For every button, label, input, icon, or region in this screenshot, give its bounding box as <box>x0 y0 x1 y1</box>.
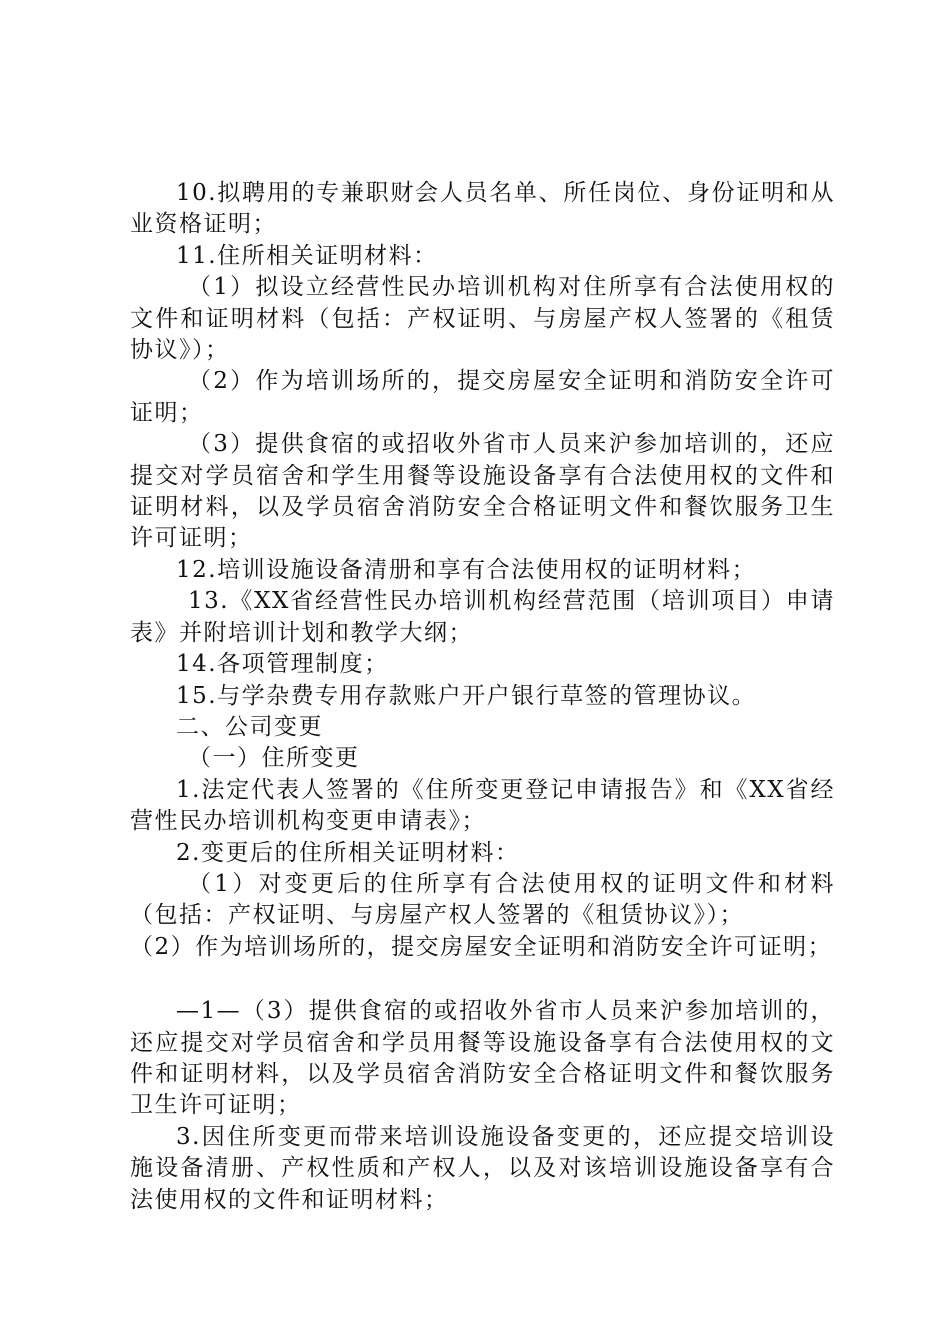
paragraph-13: 13.《XX省经营性民办培训机构经营范围（培训项目）申请表》并附培训计划和教学大纲； <box>130 588 835 646</box>
section-heading-company-change: 二、公司变更 <box>176 713 323 740</box>
subsection-heading-address-change: （一）住所变更 <box>188 745 360 772</box>
paragraph-11-2: （2）作为培训场所的，提交房屋安全证明和消防安全许可证明； <box>130 368 835 426</box>
paragraph-change-2-1: （1）对变更后的住所享有合法使用权的证明文件和材料（包括：产权证明、与房屋产权人签署的《租赁协议》）； <box>130 870 835 929</box>
paragraph-change-2: 2.变更后的住所相关证明材料： <box>176 839 520 866</box>
paragraph-change-1: 1.法定代表人签署的《住所变更登记申请报告》和《XX省经营性民办培训机构变更申请表》； <box>130 776 835 835</box>
paragraph-12: 12.培训设施设备清册和享有合法使用权的证明材料； <box>176 556 757 583</box>
paragraph-change-2-3: —1—（3）提供食宿的或招收外省市人员来沪参加培训的，还应提交对学员宿舍和学员用餐等设施设备享有合法使用权的文件和证明材料，以及学员宿舍消防安全合格证明文件和餐饮服务卫生许可证明； <box>130 998 835 1119</box>
paragraph-10: 10.拟聘用的专兼职财会人员名单、所任岗位、身份证明和从业资格证明； <box>130 180 835 238</box>
paragraph-11-1: （1）拟设立经营性民办培训机构对住所享有合法使用权的文件和证明材料（包括：产权证明、与房屋产权人签署的《租赁协议》）； <box>130 274 835 364</box>
paragraph-11: 11.住所相关证明材料： <box>176 242 438 269</box>
paragraph-11-3: （3）提供食宿的或招收外省市人员来沪参加培训的，还应提交对学员宿舍和学生用餐等设施设备享有合法使用权的文件和证明材料，以及学员宿舍消防安全合格证明文件和餐饮服务卫生许可证明； <box>130 431 835 552</box>
paragraph-15: 15.与学杂费专用存款账户开户银行草签的管理协议。 <box>176 682 757 709</box>
paragraph-14: 14.各项管理制度； <box>176 651 389 678</box>
paragraph-change-2-2: （2）作为培训场所的，提交房屋安全证明和消防安全许可证明； <box>130 933 833 960</box>
paragraph-change-3: 3.因住所变更而带来培训设施设备变更的，还应提交培训设施设备清册、产权性质和产权人，以及对该培训设施设备享有合法使用权的文件和证明材料； <box>130 1123 835 1213</box>
document-body <box>130 178 835 1216</box>
page-break-gap <box>130 963 835 996</box>
